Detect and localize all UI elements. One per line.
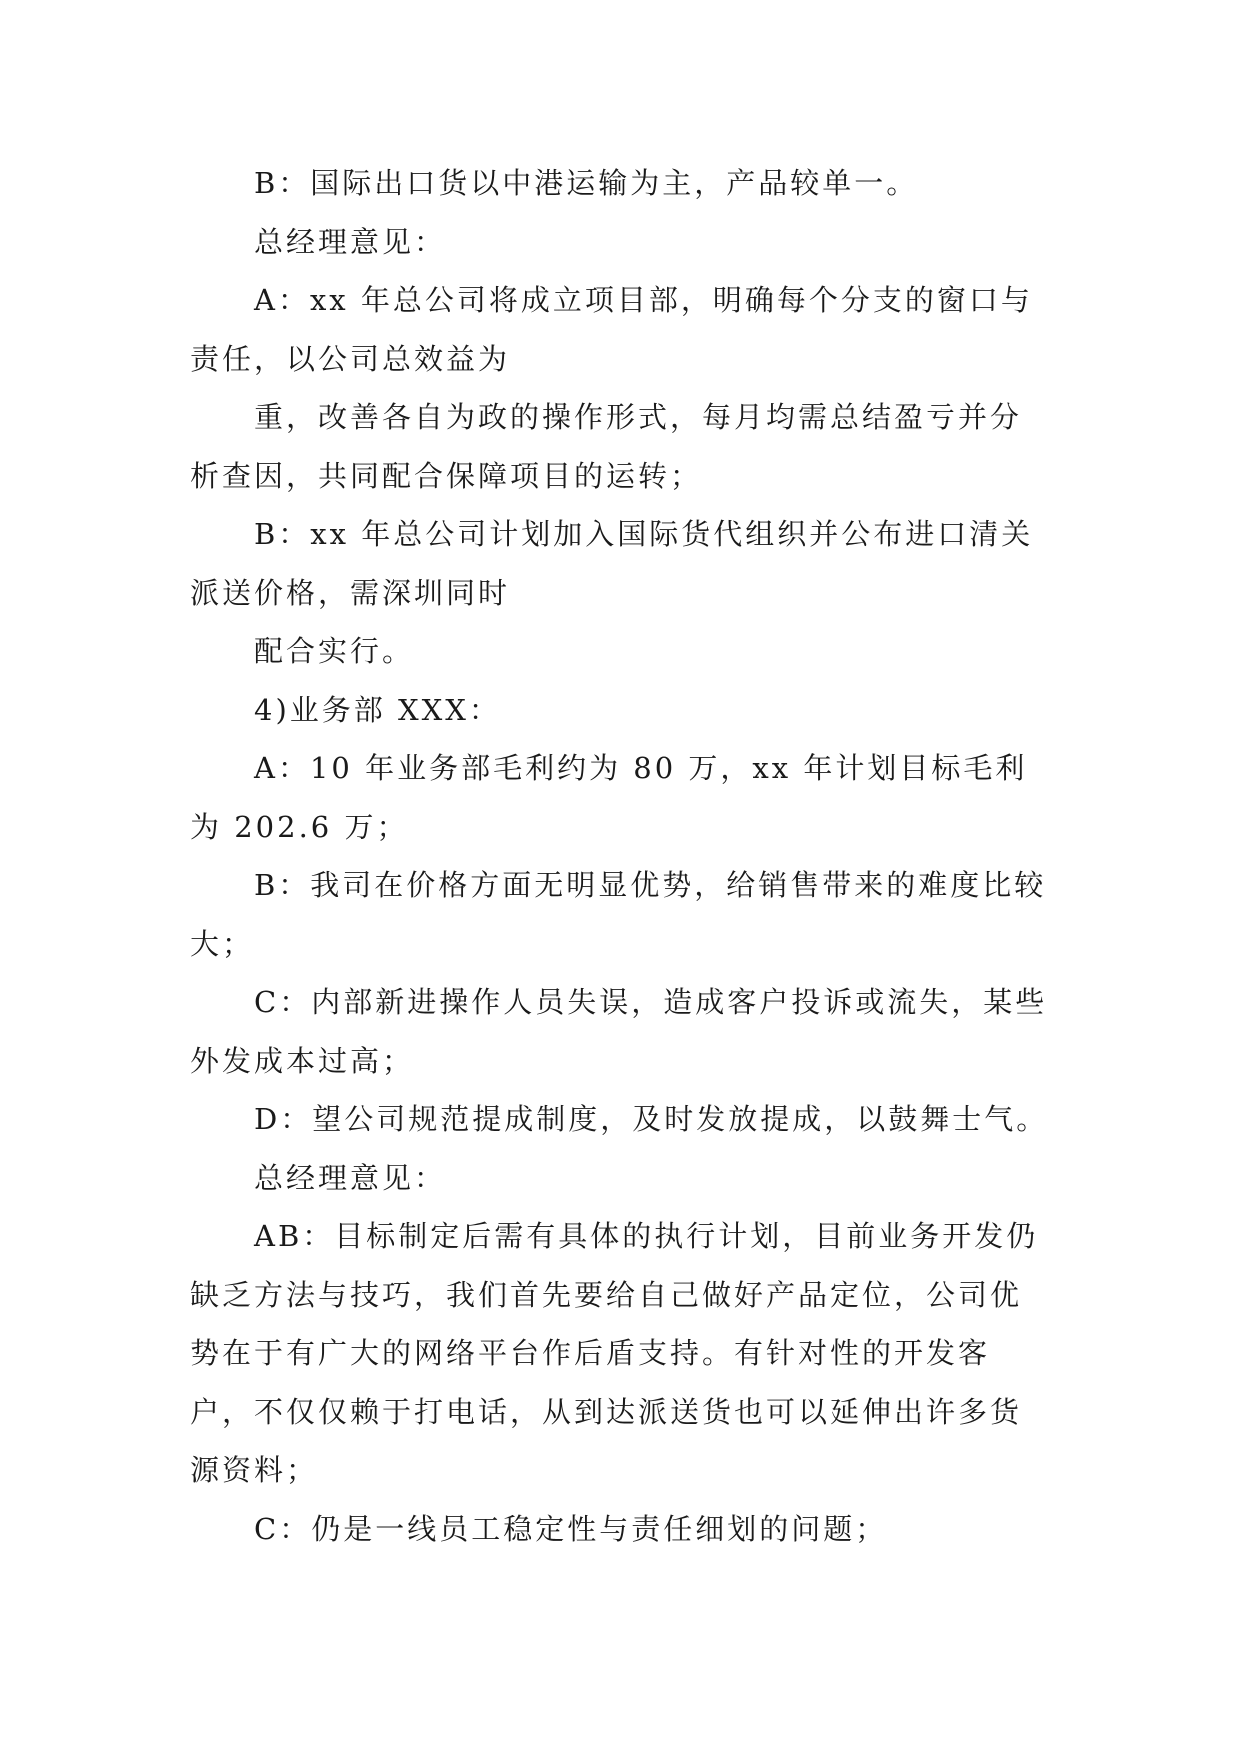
- paragraph-a-project-dept: A：xx 年总公司将成立项目部，明确每个分支的窗口与责任，以公司总效益为: [190, 283, 1033, 376]
- paragraph-cooperate: 配合实行。: [254, 634, 415, 668]
- paragraph-a-gross-profit: A：10 年业务部毛利约为 80 万，xx 年计划目标毛利为 202.6 万；: [190, 751, 1028, 844]
- paragraph-ab-execution-plan: AB：目标制定后需有具体的执行计划，目前业务开发仍缺乏方法与技巧，我们首先要给自己做好产品定位，公司优势在于有广大的网络平台作后盾支持。有针对性的开发客户，不仅仅赖于打电话，从到达派送货也可以延伸出许多货源资料；: [190, 1219, 1039, 1487]
- paragraph-b-price: B：我司在价格方面无明显优势，给销售带来的难度比较大；: [190, 868, 1047, 961]
- paragraph-sales-dept-heading: 4)业务部 XXX：: [254, 692, 501, 727]
- paragraph-gm-opinion-heading: 总经理意见：: [254, 224, 447, 259]
- paragraph-gm-opinion-heading-2: 总经理意见：: [254, 1160, 447, 1195]
- paragraph-d-commission: D：望公司规范提成制度，及时发放提成，以鼓舞士气。: [254, 1102, 1049, 1136]
- paragraph-b-export: B：国际出口货以中港运输为主，产品较单一。: [254, 166, 919, 200]
- paragraph-profit-analysis: 重，改善各自为政的操作形式，每月均需总结盈亏并分析查因，共同配合保障项目的运转；: [190, 400, 1023, 493]
- paragraph-b-forwarder-org: B：xx 年总公司计划加入国际货代组织并公布进口清关派送价格，需深圳同时: [190, 517, 1034, 610]
- paragraph-c-operators: C：内部新进操作人员失误，造成客户投诉或流失，某些外发成本过高；: [190, 985, 1048, 1078]
- paragraph-c-staff-stability: C：仍是一线员工稳定性与责任细划的问题；: [254, 1511, 888, 1546]
- document-body: [190, 154, 1052, 1558]
